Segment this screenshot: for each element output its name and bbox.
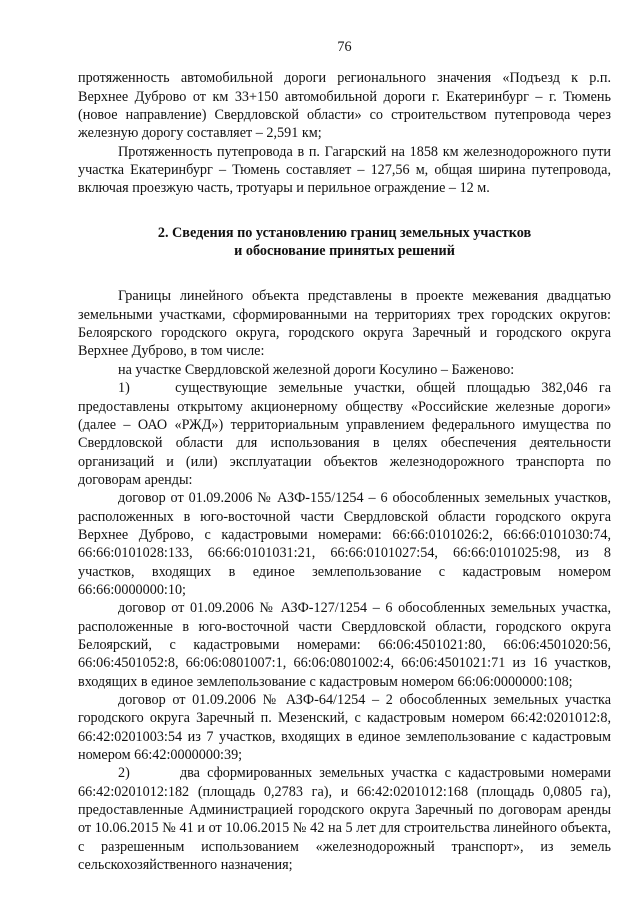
section-title-line-2: и обоснование принятых решений — [234, 243, 455, 260]
section-title — [78, 224, 611, 261]
paragraph-railway-section: на участке Свердловской железной дороги Косулино – Баженово: — [118, 361, 515, 378]
paragraph-contract-155: договор от 01.09.2006 № АЗФ-155/1254 – 6 обособленных земельных участков, расположенных в юго-восточной части Свердловской области городского округа Верхнее Дуброво, с кадастровыми номерами: 66:66:0101026:2, 66:66:0101030:74, 66:66:0101028:133, 66:66:0101031:21, 66:66:0101027:54, 66:66:0101025:98, из 8 участков, входящих в единое землепользование с кадастровым номером 66:66:0000000:10; — [78, 490, 611, 598]
paragraph-road-length: протяженность автомобильной дороги регионального значения «Подъезд к р.п. Верхнее Дуброво от км 33+150 автомобильной дороги г. Екатеринбург – г. Тюмень (новое направление) Свердловской области» со строительством путепровода через железную дорогу составляет – 2,591 км; — [78, 70, 611, 142]
document-page — [78, 38, 615, 874]
page-number: 76 — [337, 39, 352, 55]
paragraph-item-2: 2) два сформированных земельных участка с кадастровыми номерами 66:42:0201012:182 (площадь 0,2783 га), и 66:42:0201012:168 (площадь 0,0805 га), предоставленные Администрацией городского округа Заречный по договорам аренды от 10.06.2015 № 41 и от 10.06.2015 № 42 на 5 лет для строительства линейного объекта, с разрешенным использованием «железнодорожный транспорт», из земель сельскохозяйственного назначения; — [78, 765, 615, 874]
paragraph-boundaries: Границы линейного объекта представлены в проекте межевания двадцатью земельными участками, сформированными на территориях трех городских округов: Белоярского городского округа, городского округа Заречный и городского округа Верхнее Дуброво, в том числе: — [78, 288, 611, 360]
paragraph-overpass-length: Протяженность путепровода в п. Гагарский на 1858 км железнодорожного пути участка Екатеринбург – Тюмень составляет – 127,56 м, общая ширина путепровода, включая проезжую часть, тротуары и перильное ограждение – 12 м. — [78, 143, 611, 197]
paragraph-item-1: 1) существующие земельные участки, общей площадью 382,046 га предоставлены открытому акционерному обществу «Российские железные дороги» (далее – ОАО «РЖД») территориальным управлением федерального имущества по Свердловской области для использования в целях обеспечения деятельности организаций и (или) эксплуатации объектов железнодорожного транспорта по договорам аренды: — [78, 380, 615, 488]
paragraph-contract-64: договор от 01.09.2006 № АЗФ-64/1254 – 2 обособленных земельных участка городского округа Заречный п. Мезенский, с кадастровым номером 66:42:0201012:8, 66:42:0201003:54 из 7 участков, входящих в единое землепользование с кадастровым номером 66:42:0000000:39; — [78, 692, 611, 764]
section-title-line-1: 2. Сведения по установлению границ земельных участков — [157, 224, 532, 241]
paragraph-contract-127: договор от 01.09.2006 № АЗФ-127/1254 – 6 обособленных земельных участка, расположенные в юго-восточной части Свердловской области, городского округа Белоярский, с кадастровыми номерами: 66:06:4501021:80, 66:06:4501020:56, 66:06:4501052:8, 66:06:0801007:1, 66:06:0801002:4, 66:06:4501021:71 из 16 участков, входящих в единое землепользование с кадастровым номером 66:06:0000000:108; — [78, 600, 611, 690]
